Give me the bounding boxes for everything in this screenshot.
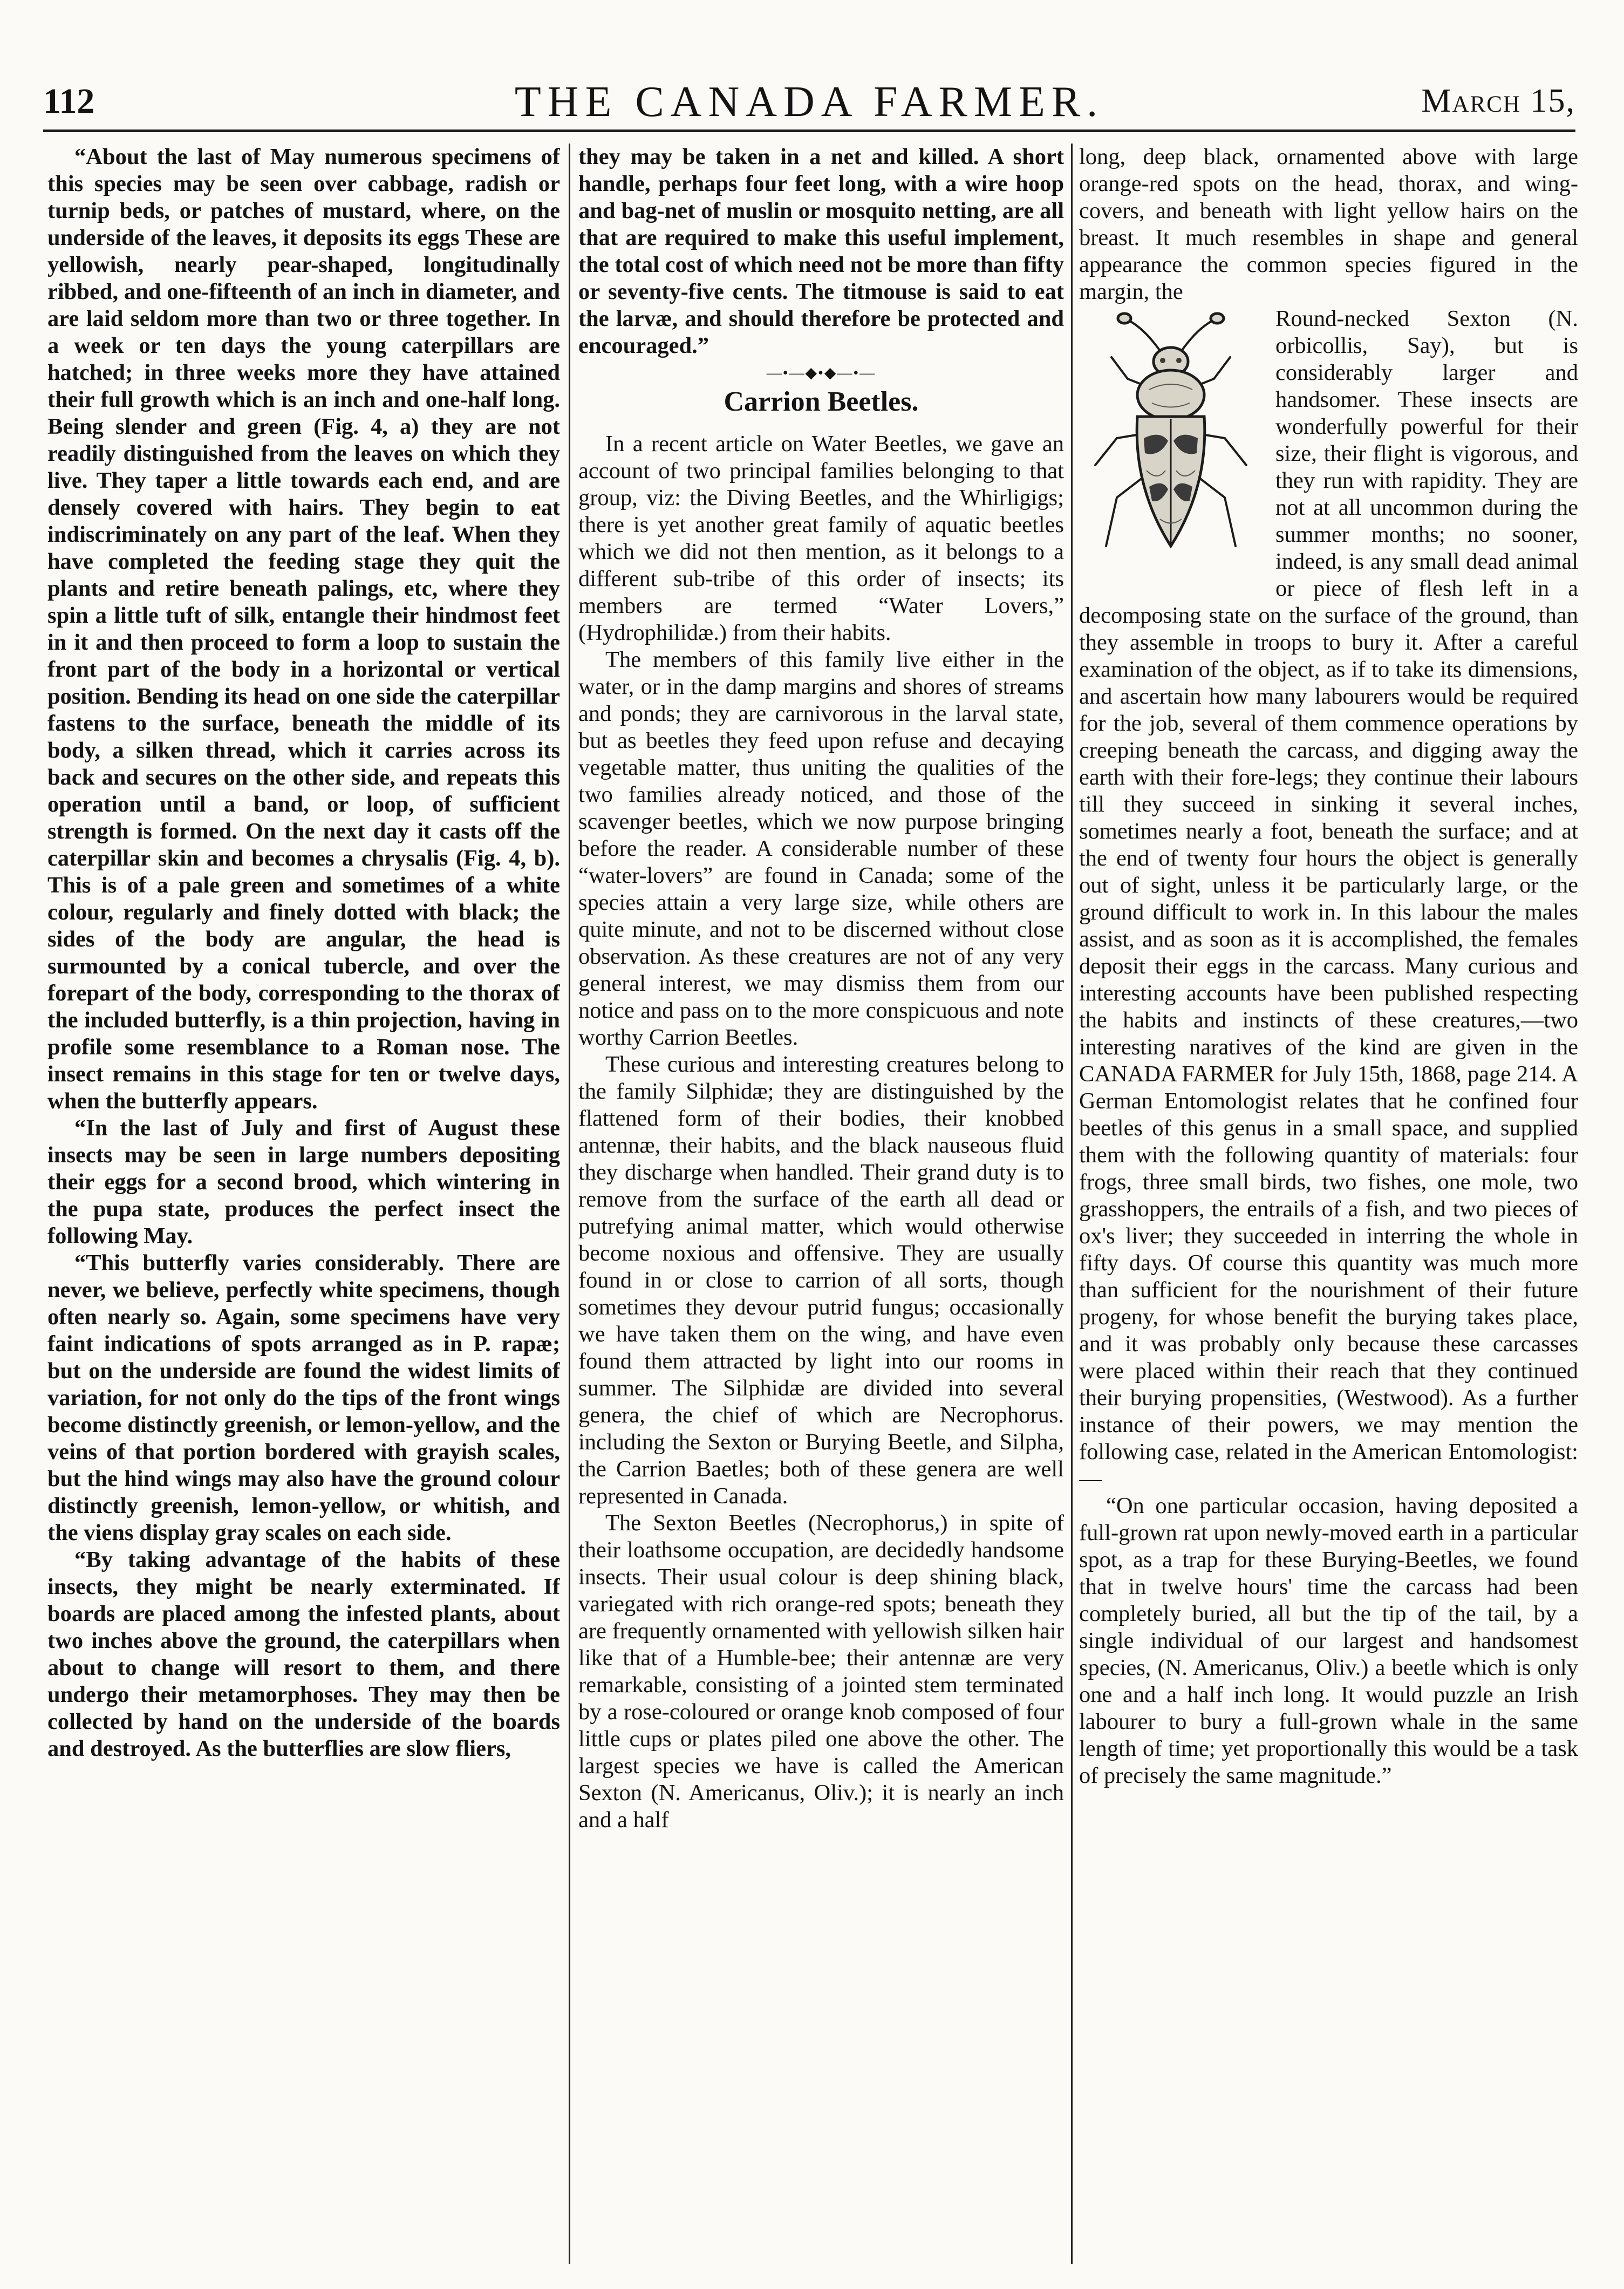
issue-date: March 15, — [1421, 83, 1575, 119]
paragraph: “This butterfly varies considerably. There are never, we believe, perfectly white specimens, though often nearly so. Again, some specimens have very faint indications of spots arranged as in P. rapæ; but on the underside are found the widest limits of variation, for not only do the tips of the front wings become distinctly greenish, or lemon-yellow, and the veins of that portion bordered with grayish scales, but the hind wings may also have the ground colour distinctly greenish, lemon-yellow, or whitish, and the viens display gray scales on each side. — [47, 1250, 560, 1545]
section-separator: —•—◆•◆—•— — [766, 365, 876, 382]
beetle-figure — [1079, 309, 1263, 578]
paragraph: In a recent article on Water Beetles, we gave an account of two principal families belonging to that group, viz: the Diving Beetles, and the Whirligigs; there is yet another great family of aquatic beetles which we did not then mention, as it belongs to a different sub-tribe of this order of insects; its members are termed “Water Lovers,” (Hydrophilidæ.) from their habits. — [578, 431, 1064, 645]
continued-paragraph: long, deep black, ornamented above with large orange-red spots on the head, thorax, and wing-covers, and beneath with light yellow hairs on the breast. It much resembles in shape and general appearance the common species figured in the margin, the — [1079, 144, 1578, 304]
page-header — [43, 78, 1575, 132]
column-one — [47, 144, 560, 2264]
paragraph: These curious and interesting creatures belong to the family Silphidæ; they are distinguished by the flattened form of their bodies, their knobbed antennæ, their habits, and the black nauseous fluid they discharge when handled. Their grand duty is to remove from the surface of the earth all dead or putrefying animal matter, which would otherwise become noxious and offensive. They are usually found in or close to carrion of all sorts, though sometimes they devour putrid fungus; occasionally we have taken them on the wing, and have even found them attracted by light into our rooms in summer. The Silphidæ are divided into several genera, the chief of which are Necrophorus. including the Sexton or Burying Beetle, and Silpha, the Carrion Baetles; both of these genera are well represented in Canada. — [578, 1052, 1064, 1509]
paragraph: “In the last of July and first of August these insects may be seen in large numbers depositing their eggs for a second brood, which wintering in the pupa state, produces the perfect insect the following May. — [47, 1115, 560, 1249]
masthead-title: THE CANADA FARMER. — [514, 78, 1104, 126]
paragraph: The members of this family live either in the water, or in the damp margins and shores of streams and ponds; they are carnivorous in the larval state, but as beetles they feed upon refuse and decaying vegetable matter, thus uniting the qualities of the two families already noticed, and those of the scavenger beetles, which we now purpose bringing before the reader. A considerable number of these “water-lovers” are found in Canada; some of the species attain a very large size, while others are quite minute, and not to be discerned without close observation. As these creatures are not of any very general interest, we may dismiss them from our notice and pass on to the more conspicuous and note worthy Carrion Beetles. — [578, 647, 1064, 1050]
paragraph: Round-necked Sexton (N. orbicollis, Say), but is considerably larger and handsomer. These insects are wonderfully powerful for their size, their flight is vigorous, and they run with rapidity. They are not at all uncommon during the summer months; no sooner, indeed, is any small dead animal or piece of flesh left in a decomposing state on the surface of the ground, than they assemble in troops to bury it. After a careful examination of the object, as if to take its dimensions, and ascertain how many labourers would be required for the job, several of them commence operations by creeping beneath the carcass, and digging away the earth with their fore-legs; they continue their labours till they succeed in sinking it several inches, sometimes nearly a foot, beneath the surface; and at the end of twenty four hours the object is generally out of sight, unless it be particularly large, or the ground difficult to work in. In this labour the males assist, and as soon as it is accomplished, the females deposit their eggs in the carcass. Many curious and interesting accounts have been published respecting the habits and instincts of these creatures,—two interesting naratives of the kind are given in the CANADA FARMER for July 15th, 1868, page 214. A German Entomologist relates that he confined four beetles of this genus in a small space, and supplied them with the following quantity of materials: four frogs, three small birds, two fishes, one mole, two grasshoppers, the entrails of a fish, and two pieces of ox's liver; they succeeded in interring the whole in fifty days. Of course this quantity was much more than sufficient for the nourishment of their future progeny, for whose benefit the burying takes place, and it was probably only because these carcasses were placed within their reach that they continued their burying propensities, (Westwood). As a further instance of their powers, we may mention the following case, related in the American Entomologist:— — [1079, 306, 1578, 1491]
column-rule-right — [1071, 144, 1073, 2264]
section-title: Carrion Beetles. — [724, 386, 919, 417]
beetle-icon — [1079, 309, 1263, 578]
continued-paragraph: they may be taken in a net and killed. A short handle, perhaps four feet long, with a wire hoop and bag-net of muslin or mosquito netting, are all that are required to make this useful implement, the total cost of which need not be more than fifty or seventy-five cents. The titmouse is said to eat the larvæ, and should therefore be protected and encouraged.” — [578, 144, 1064, 358]
page-number: 112 — [43, 81, 95, 121]
paragraph: “By taking advantage of the habits of these insects, they might be nearly exterminated. If boards are placed among the infested plants, about two inches above the ground, the caterpillars when about to change will resort to them, and there undergo their metamorphoses. They may then be collected by hand on the underside of the boards and destroyed. As the butterflies are slow fliers, — [47, 1547, 560, 1761]
quoted-paragraph: “On one particular occasion, having deposited a full-grown rat upon newly-moved earth in a particular spot, as a trap for these Burying-Beetles, we found that in twelve hours' time the carcass had been completely buried, all but the tip of the tail, by a single individual of our largest and handsomest species, (N. Americanus, Oliv.) a beetle which is only one and a half inch long. It would puzzle an Irish labourer to bury a full-grown whale in the same length of time; yet proportionally this would be a task of precisely the same magnitude.” — [1079, 1493, 1578, 1788]
column-three — [1079, 144, 1578, 2264]
paragraph: “About the last of May numerous specimens of this species may be seen over cabbage, radish or turnip beds, or patches of mustard, where, on the underside of the leaves, it deposits its eggs These are yellowish, nearly pear-shaped, longitudinally ribbed, and one-fifteenth of an inch in diameter, and are laid seldom more than two or three together. In a week or ten days the young caterpillars are hatched; in three weeks more they have attained their full growth which is an inch and one-half long. Being slender and green (Fig. 4, a) they are not readily distinguished from the leaves on which they live. They taper a little towards each end, and are densely covered with hairs. They begin to eat indiscriminately on any part of the leaf. When they have completed the feeding stage they quit the plants and retire beneath palings, etc, where they spin a little tuft of silk, entangle their hindmost feet in it and then proceed to form a loop to sustain the front part of the body in a horizontal or vertical position. Bending its head on one side the caterpillar fastens to the surface, beneath the middle of its body, a silken thread, which it carries across its back and secures on the other side, and repeats this operation until a band, or loop, of sufficient strength is formed. On the next day it casts off the caterpillar skin and becomes a chrysalis (Fig. 4, b). This is of a pale green and sometimes of a white colour, regularly and finely dotted with black; the sides of the body are angular, the head is surmounted by a conical tubercle, and over the forepart of the body, corresponding to the thorax of the included butterfly, is a thin projection, having in profile some resemblance to a Roman nose. The insect remains in this stage for ten or twelve days, when the butterfly appears. — [47, 144, 560, 1114]
paragraph: The Sexton Beetles (Necrophorus,) in spite of their loathsome occupation, are decidedly handsome insects. Their usual colour is deep shining black, variegated with rich orange-red spots; beneath they are frequently ornamented with yellowish silken hair like that of a Humble-bee; their antennæ are very remarkable, consisting of a jointed stem terminated by a rose-coloured or orange knob composed of four little cups or plates piled one above the other. The largest species we have is called the American Sexton (N. Americanus, Oliv.); it is nearly an inch and a half — [578, 1510, 1064, 1832]
column-rule-left — [569, 144, 570, 2264]
column-two — [578, 144, 1064, 2264]
